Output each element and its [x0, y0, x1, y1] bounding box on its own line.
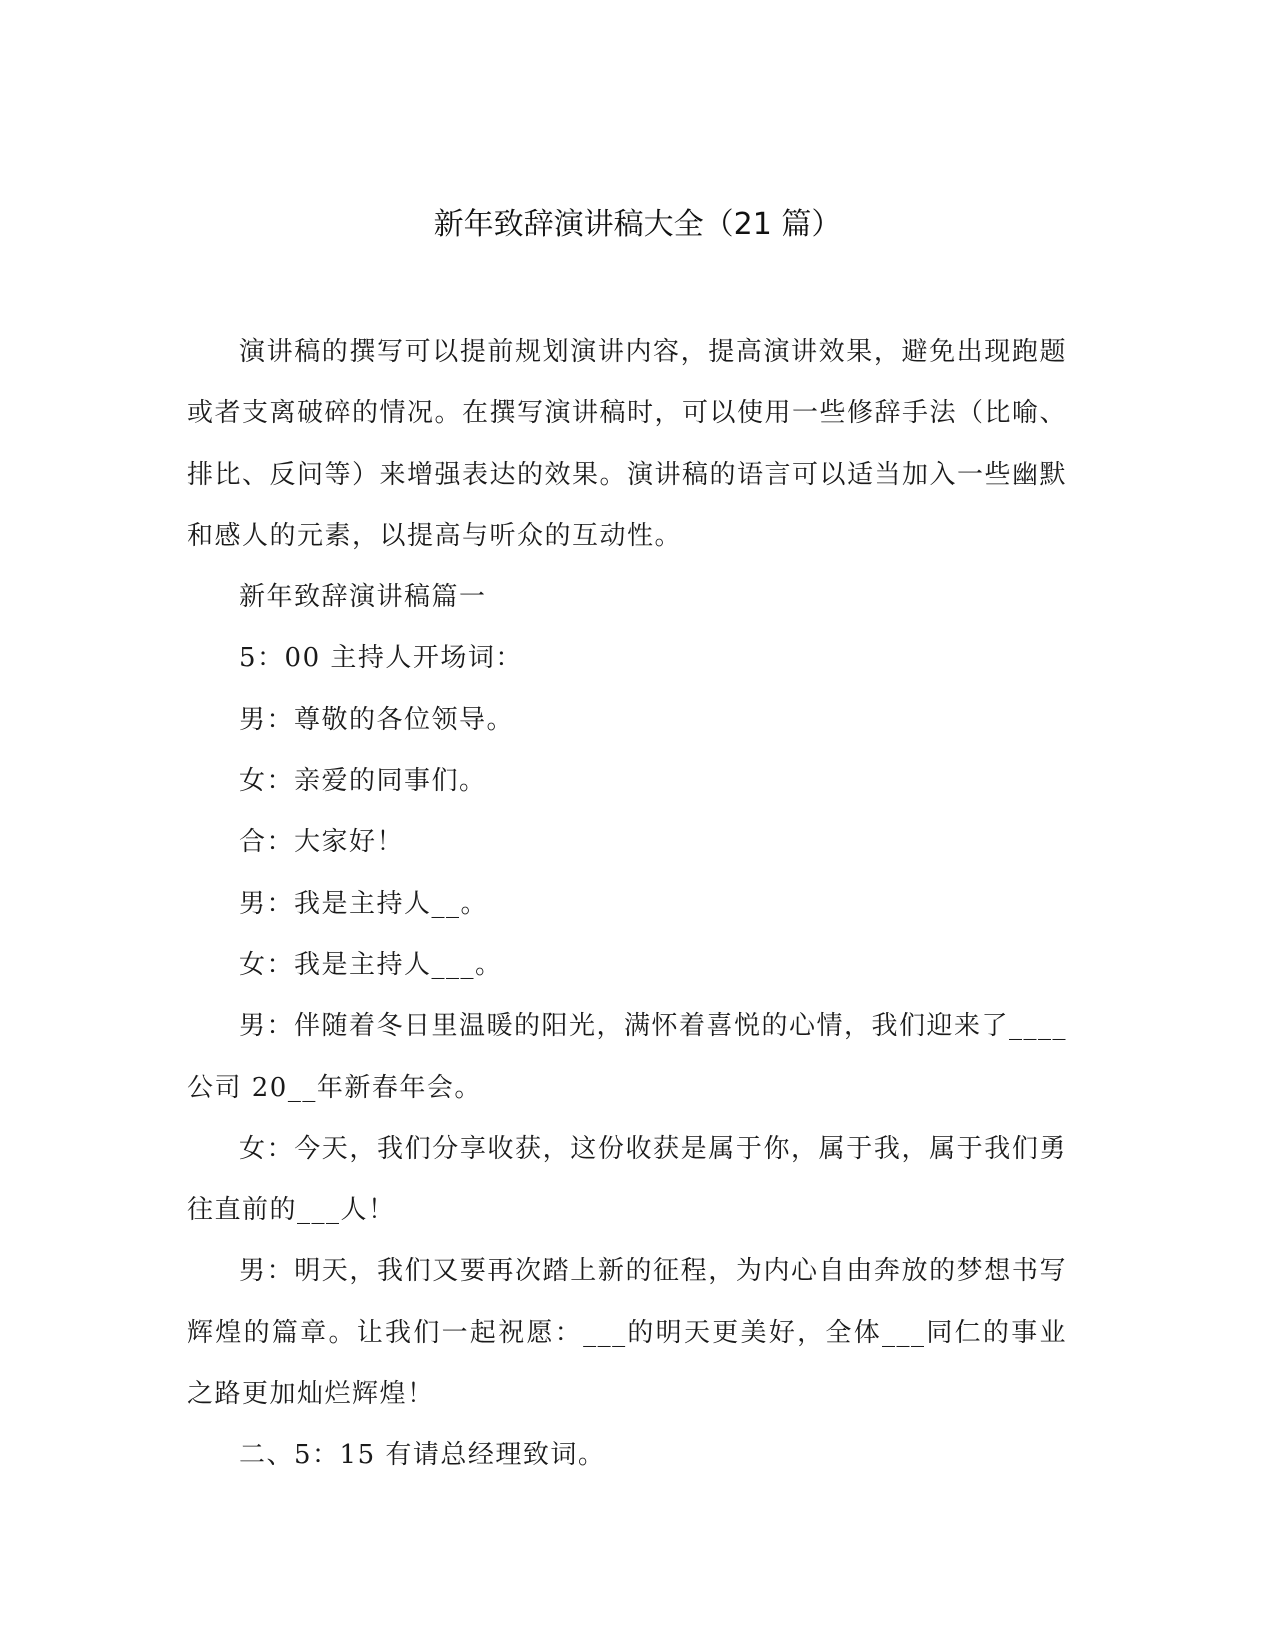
- paragraph: 二、5：15 有请总经理致词。: [239, 1440, 606, 1471]
- paragraph: 男：明天，我们又要再次踏上新的征程，为内心自由奔放的梦想书写辉煌的篇章。让我们一起祝愿：___的明天更美好，全体___同仁的事业之路更加灿烂辉煌！: [187, 1256, 1067, 1410]
- paragraph: 5：00 主持人开场词：: [239, 643, 523, 674]
- paragraph-intro: 演讲稿的撰写可以提前规划演讲内容，提高演讲效果，避免出现跑题或者支离破碎的情况。在撰写演讲稿时，可以使用一些修辞手法（比喻、排比、反问等）来增强表达的效果。演讲稿的语言可以适当加入一些幽默和感人的元素，以提高与听众的互动性。: [187, 337, 1068, 551]
- document-body: [187, 322, 1067, 1487]
- paragraph: 合：大家好！: [239, 827, 405, 858]
- section-heading: 新年致辞演讲稿篇一: [239, 582, 487, 613]
- paragraph: 男：伴随着冬日里温暖的阳光，满怀着喜悦的心情，我们迎来了____公司 20__年新春年会。: [187, 1011, 1068, 1103]
- paragraph: 女：我是主持人___。: [239, 949, 503, 980]
- paragraph: 男：尊敬的各位领导。: [239, 704, 515, 735]
- paragraph: 女：亲爱的同事们。: [239, 766, 487, 797]
- document-title: 新年致辞演讲稿大全（21 篇）: [433, 207, 842, 242]
- paragraph: 男：我是主持人__。: [239, 888, 489, 919]
- paragraph: 女：今天，我们分享收获，这份收获是属于你，属于我，属于我们勇往直前的___人！: [187, 1133, 1067, 1226]
